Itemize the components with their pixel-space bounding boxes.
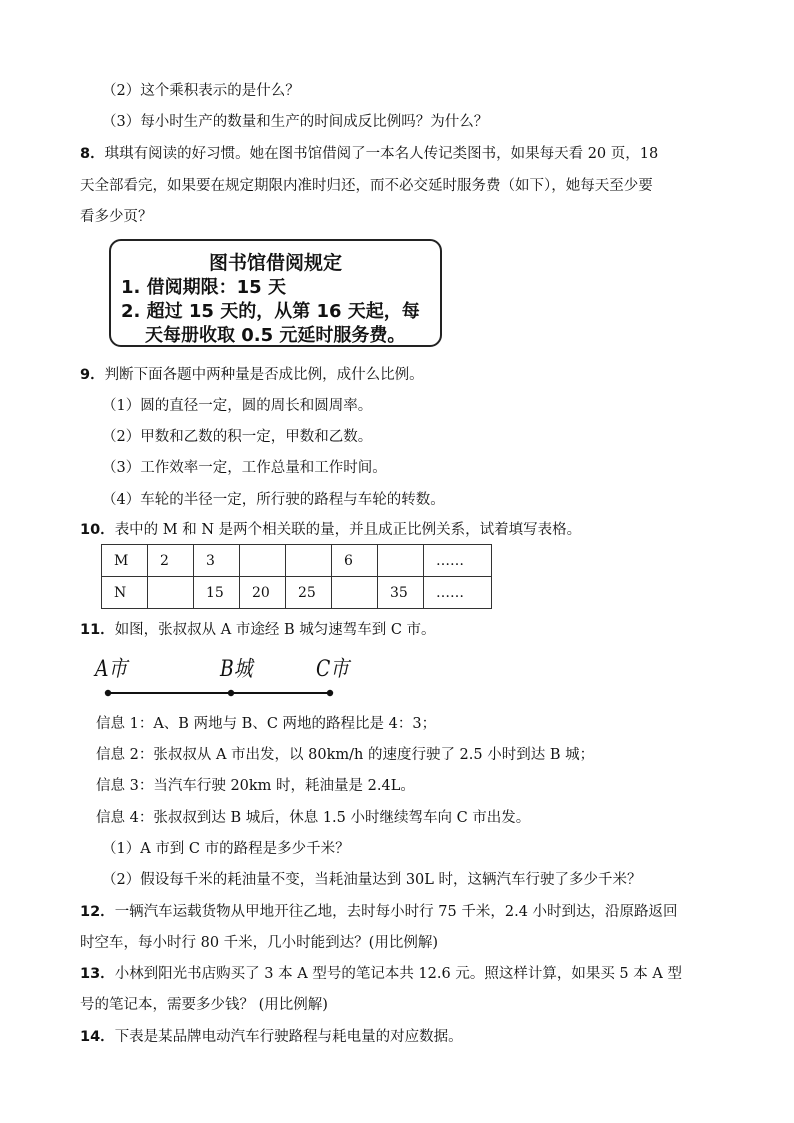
q11-info2: 信息 2：张叔叔从 A 市出发，以 80km/h 的速度行驶了 2.5 小时到达 B 城；: [96, 747, 595, 763]
q10-stem: 表中的 M 和 N 是两个相关联的量，并且成正比例关系，试着填写表格。: [114, 522, 582, 538]
table-cell: M: [102, 545, 148, 577]
q9-stem: 判断下面各题中两种量是否成比例，成什么比例。: [104, 367, 424, 383]
q8-line3: 看多少页？: [80, 209, 153, 225]
q8-number: 8．: [80, 146, 105, 162]
table-cell: [378, 545, 424, 577]
q11-stem-line: [80, 620, 436, 640]
q11-sub1: （1）A 市到 C 市的路程是多少千米？: [102, 841, 350, 857]
q11-info3: 信息 3：当汽车行驶 20km 时，耗油量是 2.4L。: [96, 778, 415, 794]
table-cell: 3: [194, 545, 240, 577]
table-cell: 15: [194, 577, 240, 609]
q12-line1: [80, 902, 678, 922]
q9-sub4: （4）车轮的半径一定，所行驶的路程与车轮的转数。: [102, 492, 445, 508]
q11-number: 11．: [80, 622, 115, 638]
table-cell: 2: [148, 545, 194, 577]
q14-stem-line: [80, 1027, 463, 1047]
q7-sub3: （3）每小时生产的数量和生产的时间成反比例吗？为什么？: [102, 114, 489, 130]
q11-stem: 如图，张叔叔从 A 市途经 B 城匀速驾车到 C 市。: [114, 622, 436, 638]
route-label-c: C市: [316, 657, 350, 682]
table-cell: 35: [378, 577, 424, 609]
q13-line1: [80, 964, 682, 984]
q8-text1: 琪琪有阅读的好习惯。她在图书馆借阅了一本名人传记类图书，如果每天看 20 页，18: [104, 146, 659, 162]
table-cell: [332, 577, 378, 609]
table-cell: [286, 545, 332, 577]
table-cell: N: [102, 577, 148, 609]
q13-number: 13．: [80, 966, 115, 982]
q11-info1: 信息 1：A、B 两地与 B、C 两地的路程比是 4：3；: [96, 716, 437, 732]
q13-line2: 号的笔记本，需要多少钱？ (用比例解): [80, 997, 328, 1013]
q14-stem: 下表是某品牌电动汽车行驶路程与耗电量的对应数据。: [114, 1029, 463, 1045]
library-rule-1: 1. 借阅期限：15 天: [121, 277, 286, 298]
q14-number: 14．: [80, 1029, 115, 1045]
library-rules-title: 图书馆借阅规定: [208, 252, 342, 274]
table-cell: 20: [240, 577, 286, 609]
q8-line1: [80, 144, 658, 164]
route-label-b: B城: [220, 657, 253, 682]
mn-table: [101, 544, 492, 609]
q11-info4: 信息 4：张叔叔到达 B 城后，休息 1.5 小时继续驾车向 C 市出发。: [96, 810, 531, 826]
q7-sub2: （2）这个乘积表示的是什么？: [102, 83, 300, 99]
q9-sub2: （2）甲数和乙数的积一定，甲数和乙数。: [102, 429, 373, 445]
table-cell: [148, 577, 194, 609]
table-cell: [240, 545, 286, 577]
q8-line2: 天全部看完，如果要在规定期限内准时归还，而不必交延时服务费（如下），她每天至少要: [80, 178, 653, 194]
q9-stem-line: [80, 365, 424, 385]
q12-number: 12．: [80, 904, 115, 920]
q9-sub3: （3）工作效率一定，工作总量和工作时间。: [102, 460, 387, 476]
library-rules-box: [109, 239, 442, 347]
table-cell: ……: [424, 577, 492, 609]
table-cell: ……: [424, 545, 492, 577]
q13-text1: 小林到阳光书店购买了 3 本 A 型号的笔记本共 12.6 元。照这样计算，如果买 5 本 A 型: [114, 966, 682, 982]
table-row-m: [102, 545, 492, 577]
table-cell: 25: [286, 577, 332, 609]
q12-text1: 一辆汽车运载货物从甲地开往乙地，去时每小时行 75 千米，2.4 小时到达，沿原路返回: [114, 904, 678, 920]
route-label-a: A市: [95, 657, 128, 682]
q9-sub1: （1）圆的直径一定，圆的周长和圆周率。: [102, 398, 373, 414]
q11-sub2: （2）假设每千米的耗油量不变，当耗油量达到 30L 时，这辆汽车行驶了多少千米？: [102, 872, 642, 888]
q10-stem-line: [80, 520, 581, 540]
library-rule-2b: 天每册收取 0.5 元延时服务费。: [145, 325, 406, 346]
q9-number: 9．: [80, 367, 105, 383]
library-rule-2a: 2. 超过 15 天的，从第 16 天起，每: [121, 301, 420, 322]
q10-number: 10．: [80, 522, 115, 538]
table-row-n: [102, 577, 492, 609]
table-cell: 6: [332, 545, 378, 577]
route-line-diagram: [100, 686, 340, 700]
q12-line2: 时空车，每小时行 80 千米，几小时能到达？(用比例解): [80, 935, 438, 951]
